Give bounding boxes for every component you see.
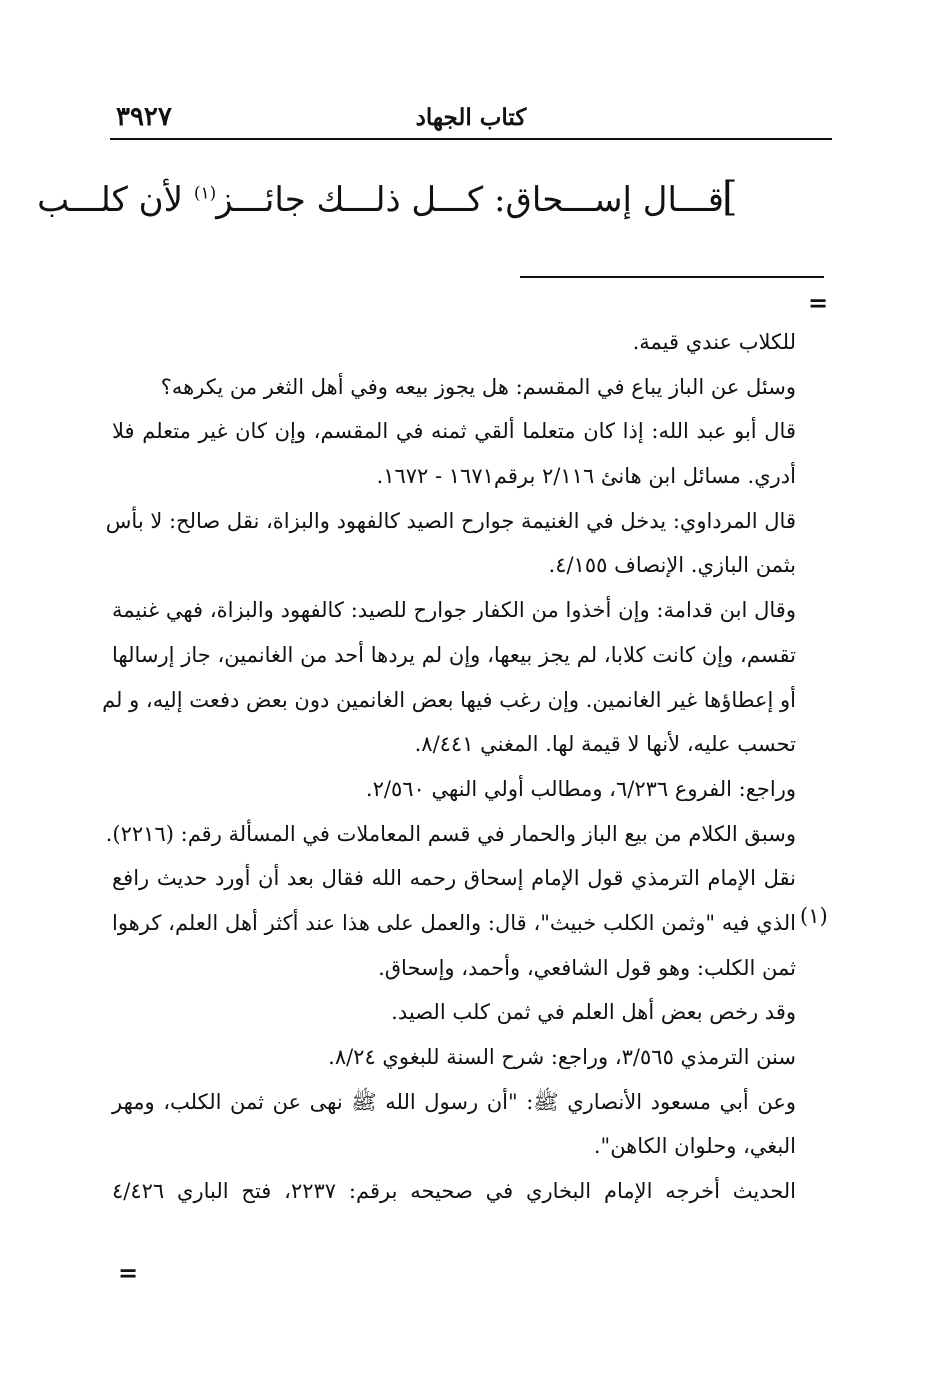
book-title: كتاب الجهاد [415,104,527,131]
footnote-line: الذي فيه "وثمن الكلب خبيث"، قال: والعمل على هذا عند أكثر أهل العلم، كرهوا [112,910,796,935]
footnote-line: وعن أبي مسعود الأنصاري ﷺ: "أن رسول الله ﷺ نهى عن ثمن الكلب، ومهر [112,1089,796,1114]
footnote-line: وسبق الكلام من بيع الباز والحمار في قسم المعاملات في المسألة رقم: (٢٢١٦). [105,821,796,846]
footnote-line: أدري. مسائل ابن هانئ ٢/١١٦ برقم١٦٧١ - ١٦٧٢. [376,464,796,489]
header-rule [110,138,832,140]
footnote-line: بثمن البازي. الإنصاف ٤/١٥٥. [548,553,796,578]
footnote-line: الحديث أخرجه الإمام البخاري في صحيحه برقم: ٢٢٣٧، فتح الباري ٤/٤٢٦ [112,1179,797,1204]
footnotes-block [102,320,797,1214]
footnote-line: وراجع: الفروع ٦/٢٣٦، ومطالب أولي النهي ٢/٥٦٠. [365,776,796,801]
footnote-line: تحسب عليه، لأنها لا قيمة لها. المغني ٨/٤٤١. [414,732,796,757]
footnote-line: قال المرداوي: يدخل في الغنيمة جوارح الصيد كالفهود والبزاة، نقل صالح: لا بأس [105,508,796,533]
footnote-line: نقل الإمام الترمذي قول الإمام إسحاق رحمه الله فقال بعد أن أورد حديث رافع [112,866,796,891]
footnote-line: سنن الترمذي ٣/٥٦٥، وراجع: شرح السنة للبغوي ٨/٢٤. [328,1045,796,1069]
footnote-number: (١) [800,904,828,928]
footnote-line: البغي، وحلوان الكاهن". [593,1134,796,1159]
footnote-line: للكلاب عندي قيمة. [632,330,796,354]
footnote-end-continuation-mark: = [118,1258,139,1287]
footnote-line: قال أبو عبد الله: إذا كان متعلما ألقي ثمنه في المقسم، وإن كان غير متعلم فلا [112,419,796,444]
page-number: ٣٩٢٧ [116,102,172,132]
main-text-line [37,180,724,230]
footnote-separator [520,276,824,278]
footnote-line: أو إعطاؤها غير الغانمين. وإن رغب فيها بعض الغانمين دون بعض دفعت إليه، و لم [102,687,796,712]
footnote-line: وقد رخص بعض أهل العلم في ثمن كلب الصيد. [391,1000,796,1025]
footnote-line: وقال ابن قدامة: وإن أخذوا من الكفار جوارح للصيد: كالفهود والبزاة، فهي غنيمة [112,598,796,623]
footnote-line: وسئل عن الباز يباع في المقسم: هل يجوز بيعه وفي أهل الثغر من يكرهه؟ [160,374,796,399]
footnote-line: تقسم، وإن كانت كلابا، لم يجز بيعها، وإن لم يردها أحد من الغانمين، جاز إرسالها [112,642,796,667]
footnote-reference: (١) [193,183,217,204]
opening-bracket: [ [722,174,738,220]
main-text-start: قـــال إســـحاق: كـــل ذلـــك جائـــز [216,180,724,220]
footnote-line: ثمن الكلب: وهو قول الشافعي، وأحمد، وإسحاق. [378,955,796,980]
footnote-continuation-mark: = [808,288,829,317]
page-header [110,100,832,136]
main-text-end: لأن كلـــب [37,180,194,220]
